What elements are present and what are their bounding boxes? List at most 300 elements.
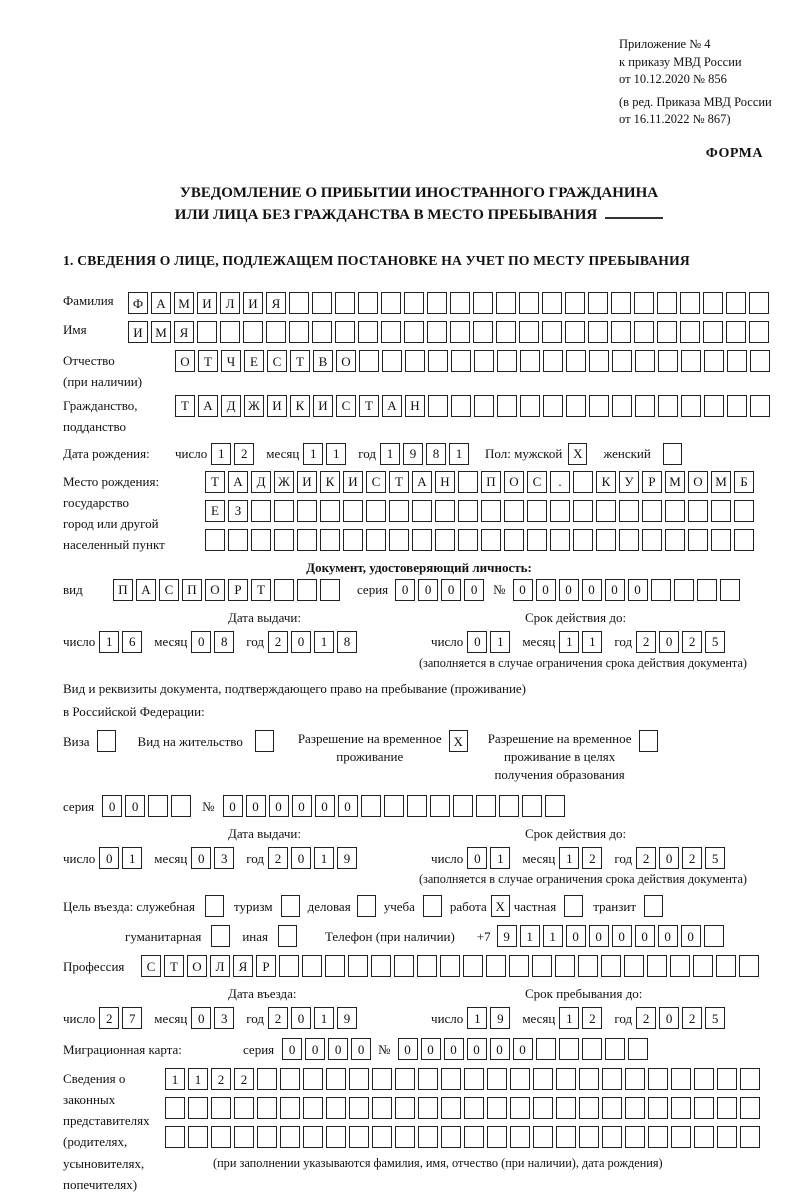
char-cell[interactable]: 0 (681, 925, 701, 947)
char-cell[interactable] (297, 579, 317, 601)
char-cell[interactable]: С (141, 955, 161, 977)
char-cell[interactable] (648, 1097, 668, 1119)
char-cell[interactable] (188, 1126, 208, 1148)
char-cell[interactable] (349, 1097, 369, 1119)
char-cell[interactable] (601, 955, 621, 977)
char-cell[interactable]: 9 (490, 1007, 510, 1029)
char-cell[interactable] (335, 321, 355, 343)
char-cell[interactable] (326, 1097, 346, 1119)
char-cell[interactable] (670, 955, 690, 977)
char-cell[interactable]: Т (359, 395, 379, 417)
char-cell[interactable]: 1 (559, 847, 579, 869)
char-cell[interactable]: 0 (246, 795, 266, 817)
char-cell[interactable] (624, 955, 644, 977)
char-cell[interactable] (395, 1068, 415, 1090)
char-cell[interactable]: 2 (582, 847, 602, 869)
char-cell[interactable] (349, 1126, 369, 1148)
char-cell[interactable]: 9 (497, 925, 517, 947)
char-cell[interactable] (711, 529, 731, 551)
char-cell[interactable]: 5 (705, 631, 725, 653)
char-cell[interactable] (251, 500, 271, 522)
char-cell[interactable]: 2 (268, 847, 288, 869)
char-cell[interactable] (418, 1068, 438, 1090)
char-cell[interactable]: А (412, 471, 432, 493)
purpose-work-checkbox[interactable]: X (491, 895, 510, 917)
char-cell[interactable]: Я (174, 321, 194, 343)
char-cell[interactable] (274, 500, 294, 522)
char-cell[interactable]: 8 (214, 631, 234, 653)
char-cell[interactable] (694, 1068, 714, 1090)
char-cell[interactable] (326, 1126, 346, 1148)
char-cell[interactable] (486, 955, 506, 977)
char-cell[interactable] (634, 321, 654, 343)
char-cell[interactable]: 2 (636, 631, 656, 653)
char-cell[interactable] (671, 1126, 691, 1148)
char-cell[interactable] (280, 1097, 300, 1119)
char-cell[interactable]: А (228, 471, 248, 493)
char-cell[interactable]: О (688, 471, 708, 493)
char-cell[interactable] (266, 321, 286, 343)
char-cell[interactable] (510, 1126, 530, 1148)
char-cell[interactable]: 5 (705, 847, 725, 869)
char-cell[interactable] (289, 321, 309, 343)
char-cell[interactable] (697, 579, 717, 601)
sex-male-checkbox[interactable]: X (568, 443, 587, 465)
char-cell[interactable]: 0 (351, 1038, 371, 1060)
char-cell[interactable] (205, 529, 225, 551)
char-cell[interactable] (510, 1068, 530, 1090)
char-cell[interactable] (648, 1126, 668, 1148)
char-cell[interactable] (418, 1097, 438, 1119)
char-cell[interactable] (588, 321, 608, 343)
char-cell[interactable] (704, 350, 724, 372)
char-cell[interactable]: И (343, 471, 363, 493)
char-cell[interactable] (497, 395, 517, 417)
char-cell[interactable]: Н (405, 395, 425, 417)
char-cell[interactable] (578, 955, 598, 977)
char-cell[interactable]: Ч (221, 350, 241, 372)
char-cell[interactable]: И (128, 321, 148, 343)
char-cell[interactable] (533, 1068, 553, 1090)
char-cell[interactable]: 2 (582, 1007, 602, 1029)
char-cell[interactable] (625, 1097, 645, 1119)
char-cell[interactable] (440, 955, 460, 977)
char-cell[interactable] (358, 321, 378, 343)
char-cell[interactable]: 0 (612, 925, 632, 947)
char-cell[interactable]: О (187, 955, 207, 977)
char-cell[interactable]: С (366, 471, 386, 493)
char-cell[interactable]: 1 (467, 1007, 487, 1029)
char-cell[interactable]: 0 (269, 795, 289, 817)
char-cell[interactable] (451, 395, 471, 417)
char-cell[interactable]: В (313, 350, 333, 372)
char-cell[interactable]: А (382, 395, 402, 417)
char-cell[interactable]: А (198, 395, 218, 417)
char-cell[interactable] (579, 1126, 599, 1148)
char-cell[interactable] (720, 579, 740, 601)
char-cell[interactable]: Е (244, 350, 264, 372)
char-cell[interactable] (527, 529, 547, 551)
char-cell[interactable] (274, 579, 294, 601)
char-cell[interactable] (427, 321, 447, 343)
char-cell[interactable] (749, 321, 769, 343)
char-cell[interactable]: 0 (441, 579, 461, 601)
char-cell[interactable]: 1 (490, 631, 510, 653)
char-cell[interactable]: М (151, 321, 171, 343)
char-cell[interactable]: П (182, 579, 202, 601)
char-cell[interactable] (611, 292, 631, 314)
char-cell[interactable]: 0 (536, 579, 556, 601)
char-cell[interactable]: Т (290, 350, 310, 372)
char-cell[interactable]: 0 (282, 1038, 302, 1060)
char-cell[interactable] (280, 1068, 300, 1090)
char-cell[interactable] (734, 500, 754, 522)
char-cell[interactable] (520, 350, 540, 372)
char-cell[interactable] (681, 395, 701, 417)
char-cell[interactable]: 0 (566, 925, 586, 947)
char-cell[interactable]: Т (251, 579, 271, 601)
char-cell[interactable] (496, 321, 516, 343)
char-cell[interactable] (335, 292, 355, 314)
char-cell[interactable]: 0 (99, 847, 119, 869)
char-cell[interactable] (303, 1068, 323, 1090)
char-cell[interactable]: 2 (636, 1007, 656, 1029)
char-cell[interactable] (573, 471, 593, 493)
char-cell[interactable]: 0 (582, 579, 602, 601)
char-cell[interactable]: 0 (292, 795, 312, 817)
char-cell[interactable] (579, 1068, 599, 1090)
char-cell[interactable]: 9 (337, 1007, 357, 1029)
char-cell[interactable] (361, 795, 381, 817)
char-cell[interactable] (405, 350, 425, 372)
char-cell[interactable] (635, 350, 655, 372)
char-cell[interactable] (688, 500, 708, 522)
char-cell[interactable] (657, 321, 677, 343)
char-cell[interactable] (251, 529, 271, 551)
char-cell[interactable]: 1 (449, 443, 469, 465)
char-cell[interactable] (688, 529, 708, 551)
char-cell[interactable] (474, 350, 494, 372)
char-cell[interactable] (257, 1097, 277, 1119)
char-cell[interactable] (674, 579, 694, 601)
char-cell[interactable]: Л (220, 292, 240, 314)
char-cell[interactable] (148, 795, 168, 817)
char-cell[interactable] (550, 529, 570, 551)
char-cell[interactable] (642, 529, 662, 551)
char-cell[interactable] (435, 529, 455, 551)
char-cell[interactable] (704, 395, 724, 417)
char-cell[interactable]: 0 (338, 795, 358, 817)
char-cell[interactable] (473, 292, 493, 314)
char-cell[interactable] (211, 1097, 231, 1119)
char-cell[interactable] (555, 955, 575, 977)
char-cell[interactable] (611, 321, 631, 343)
char-cell[interactable]: 1 (303, 443, 323, 465)
char-cell[interactable] (343, 529, 363, 551)
char-cell[interactable] (404, 292, 424, 314)
char-cell[interactable]: 5 (705, 1007, 725, 1029)
char-cell[interactable] (532, 955, 552, 977)
char-cell[interactable]: С (159, 579, 179, 601)
char-cell[interactable]: А (136, 579, 156, 601)
char-cell[interactable]: Т (205, 471, 225, 493)
char-cell[interactable] (450, 292, 470, 314)
char-cell[interactable] (464, 1097, 484, 1119)
char-cell[interactable] (573, 529, 593, 551)
char-cell[interactable] (749, 292, 769, 314)
char-cell[interactable] (358, 292, 378, 314)
char-cell[interactable] (533, 1097, 553, 1119)
char-cell[interactable] (565, 321, 585, 343)
char-cell[interactable] (243, 321, 263, 343)
char-cell[interactable]: Т (175, 395, 195, 417)
char-cell[interactable] (487, 1097, 507, 1119)
char-cell[interactable] (693, 955, 713, 977)
char-cell[interactable] (717, 1097, 737, 1119)
char-cell[interactable]: 0 (628, 579, 648, 601)
char-cell[interactable] (648, 1068, 668, 1090)
char-cell[interactable] (533, 1126, 553, 1148)
char-cell[interactable]: 0 (125, 795, 145, 817)
char-cell[interactable] (326, 1068, 346, 1090)
char-cell[interactable]: Д (251, 471, 271, 493)
char-cell[interactable] (619, 529, 639, 551)
char-cell[interactable] (349, 1068, 369, 1090)
char-cell[interactable] (671, 1068, 691, 1090)
char-cell[interactable]: 1 (99, 631, 119, 653)
char-cell[interactable] (450, 321, 470, 343)
char-cell[interactable] (257, 1068, 277, 1090)
char-cell[interactable] (566, 395, 586, 417)
char-cell[interactable]: 2 (99, 1007, 119, 1029)
char-cell[interactable] (589, 350, 609, 372)
char-cell[interactable] (519, 292, 539, 314)
char-cell[interactable]: 0 (328, 1038, 348, 1060)
char-cell[interactable] (487, 1126, 507, 1148)
char-cell[interactable] (694, 1097, 714, 1119)
char-cell[interactable] (464, 1126, 484, 1148)
char-cell[interactable] (312, 321, 332, 343)
purpose-humanitarian-checkbox[interactable] (211, 925, 230, 947)
char-cell[interactable] (389, 500, 409, 522)
char-cell[interactable] (647, 955, 667, 977)
char-cell[interactable] (372, 1068, 392, 1090)
char-cell[interactable] (427, 292, 447, 314)
char-cell[interactable] (464, 1068, 484, 1090)
char-cell[interactable] (441, 1126, 461, 1148)
char-cell[interactable] (635, 395, 655, 417)
char-cell[interactable]: И (243, 292, 263, 314)
char-cell[interactable] (302, 955, 322, 977)
char-cell[interactable] (726, 321, 746, 343)
char-cell[interactable] (435, 500, 455, 522)
char-cell[interactable]: М (174, 292, 194, 314)
char-cell[interactable] (453, 795, 473, 817)
char-cell[interactable] (384, 795, 404, 817)
char-cell[interactable] (703, 292, 723, 314)
char-cell[interactable] (320, 500, 340, 522)
char-cell[interactable]: 0 (467, 631, 487, 653)
char-cell[interactable] (680, 321, 700, 343)
char-cell[interactable] (458, 529, 478, 551)
char-cell[interactable] (343, 500, 363, 522)
char-cell[interactable] (371, 955, 391, 977)
char-cell[interactable] (665, 500, 685, 522)
char-cell[interactable]: Я (233, 955, 253, 977)
char-cell[interactable]: 0 (395, 579, 415, 601)
char-cell[interactable] (542, 292, 562, 314)
char-cell[interactable]: 2 (234, 1068, 254, 1090)
char-cell[interactable] (441, 1097, 461, 1119)
char-cell[interactable] (496, 292, 516, 314)
char-cell[interactable]: Ж (274, 471, 294, 493)
char-cell[interactable] (727, 395, 747, 417)
char-cell[interactable] (458, 471, 478, 493)
char-cell[interactable] (428, 395, 448, 417)
char-cell[interactable]: 0 (315, 795, 335, 817)
char-cell[interactable]: 6 (122, 631, 142, 653)
char-cell[interactable] (165, 1097, 185, 1119)
char-cell[interactable]: Р (642, 471, 662, 493)
char-cell[interactable] (481, 500, 501, 522)
char-cell[interactable]: К (290, 395, 310, 417)
char-cell[interactable]: 2 (682, 847, 702, 869)
char-cell[interactable]: 0 (559, 579, 579, 601)
char-cell[interactable]: 2 (682, 631, 702, 653)
char-cell[interactable]: О (205, 579, 225, 601)
char-cell[interactable]: 1 (543, 925, 563, 947)
char-cell[interactable]: У (619, 471, 639, 493)
char-cell[interactable] (211, 1126, 231, 1148)
char-cell[interactable]: 0 (444, 1038, 464, 1060)
char-cell[interactable]: 0 (191, 847, 211, 869)
char-cell[interactable] (312, 292, 332, 314)
char-cell[interactable]: 2 (636, 847, 656, 869)
char-cell[interactable] (412, 529, 432, 551)
char-cell[interactable] (382, 350, 402, 372)
purpose-business-checkbox[interactable] (357, 895, 376, 917)
char-cell[interactable]: 1 (188, 1068, 208, 1090)
char-cell[interactable]: 1 (520, 925, 540, 947)
char-cell[interactable]: 1 (559, 1007, 579, 1029)
char-cell[interactable] (504, 529, 524, 551)
char-cell[interactable]: 1 (326, 443, 346, 465)
char-cell[interactable] (463, 955, 483, 977)
char-cell[interactable] (510, 1097, 530, 1119)
char-cell[interactable] (612, 395, 632, 417)
char-cell[interactable]: М (711, 471, 731, 493)
char-cell[interactable]: Т (389, 471, 409, 493)
char-cell[interactable]: 0 (305, 1038, 325, 1060)
char-cell[interactable]: 9 (403, 443, 423, 465)
char-cell[interactable]: 1 (380, 443, 400, 465)
char-cell[interactable] (579, 1097, 599, 1119)
char-cell[interactable]: К (320, 471, 340, 493)
char-cell[interactable]: 2 (268, 1007, 288, 1029)
char-cell[interactable] (407, 795, 427, 817)
char-cell[interactable] (704, 925, 724, 947)
char-cell[interactable] (740, 1097, 760, 1119)
char-cell[interactable] (589, 395, 609, 417)
char-cell[interactable] (234, 1097, 254, 1119)
char-cell[interactable] (602, 1097, 622, 1119)
char-cell[interactable] (394, 955, 414, 977)
char-cell[interactable] (279, 955, 299, 977)
char-cell[interactable] (565, 292, 585, 314)
char-cell[interactable] (612, 350, 632, 372)
char-cell[interactable] (234, 1126, 254, 1148)
purpose-official-checkbox[interactable] (205, 895, 224, 917)
char-cell[interactable] (348, 955, 368, 977)
char-cell[interactable] (542, 321, 562, 343)
char-cell[interactable] (680, 292, 700, 314)
char-cell[interactable] (197, 321, 217, 343)
char-cell[interactable] (651, 579, 671, 601)
char-cell[interactable] (481, 529, 501, 551)
char-cell[interactable] (366, 500, 386, 522)
char-cell[interactable]: 1 (211, 443, 231, 465)
char-cell[interactable]: 0 (291, 1007, 311, 1029)
char-cell[interactable]: 0 (490, 1038, 510, 1060)
char-cell[interactable]: 7 (122, 1007, 142, 1029)
purpose-tourism-checkbox[interactable] (281, 895, 300, 917)
char-cell[interactable] (404, 321, 424, 343)
char-cell[interactable]: 0 (658, 925, 678, 947)
char-cell[interactable] (257, 1126, 277, 1148)
char-cell[interactable] (325, 955, 345, 977)
char-cell[interactable]: Т (164, 955, 184, 977)
char-cell[interactable] (395, 1126, 415, 1148)
char-cell[interactable]: Л (210, 955, 230, 977)
char-cell[interactable] (658, 350, 678, 372)
char-cell[interactable]: К (596, 471, 616, 493)
char-cell[interactable] (458, 500, 478, 522)
char-cell[interactable] (703, 321, 723, 343)
char-cell[interactable] (389, 529, 409, 551)
char-cell[interactable]: 1 (314, 631, 334, 653)
char-cell[interactable] (504, 500, 524, 522)
char-cell[interactable] (487, 1068, 507, 1090)
char-cell[interactable] (519, 321, 539, 343)
char-cell[interactable] (750, 395, 770, 417)
char-cell[interactable] (711, 500, 731, 522)
char-cell[interactable]: З (228, 500, 248, 522)
char-cell[interactable]: 0 (418, 579, 438, 601)
char-cell[interactable] (717, 1126, 737, 1148)
char-cell[interactable] (556, 1097, 576, 1119)
char-cell[interactable]: Я (266, 292, 286, 314)
char-cell[interactable] (740, 1126, 760, 1148)
char-cell[interactable] (428, 350, 448, 372)
char-cell[interactable] (582, 1038, 602, 1060)
char-cell[interactable] (412, 500, 432, 522)
char-cell[interactable] (451, 350, 471, 372)
char-cell[interactable] (395, 1097, 415, 1119)
char-cell[interactable]: 0 (589, 925, 609, 947)
char-cell[interactable] (418, 1126, 438, 1148)
char-cell[interactable] (303, 1097, 323, 1119)
char-cell[interactable] (739, 955, 759, 977)
char-cell[interactable] (522, 795, 542, 817)
char-cell[interactable]: И (197, 292, 217, 314)
purpose-study-checkbox[interactable] (423, 895, 442, 917)
char-cell[interactable] (527, 500, 547, 522)
char-cell[interactable] (430, 795, 450, 817)
char-cell[interactable]: 0 (467, 1038, 487, 1060)
char-cell[interactable] (625, 1126, 645, 1148)
char-cell[interactable]: М (665, 471, 685, 493)
char-cell[interactable]: О (175, 350, 195, 372)
